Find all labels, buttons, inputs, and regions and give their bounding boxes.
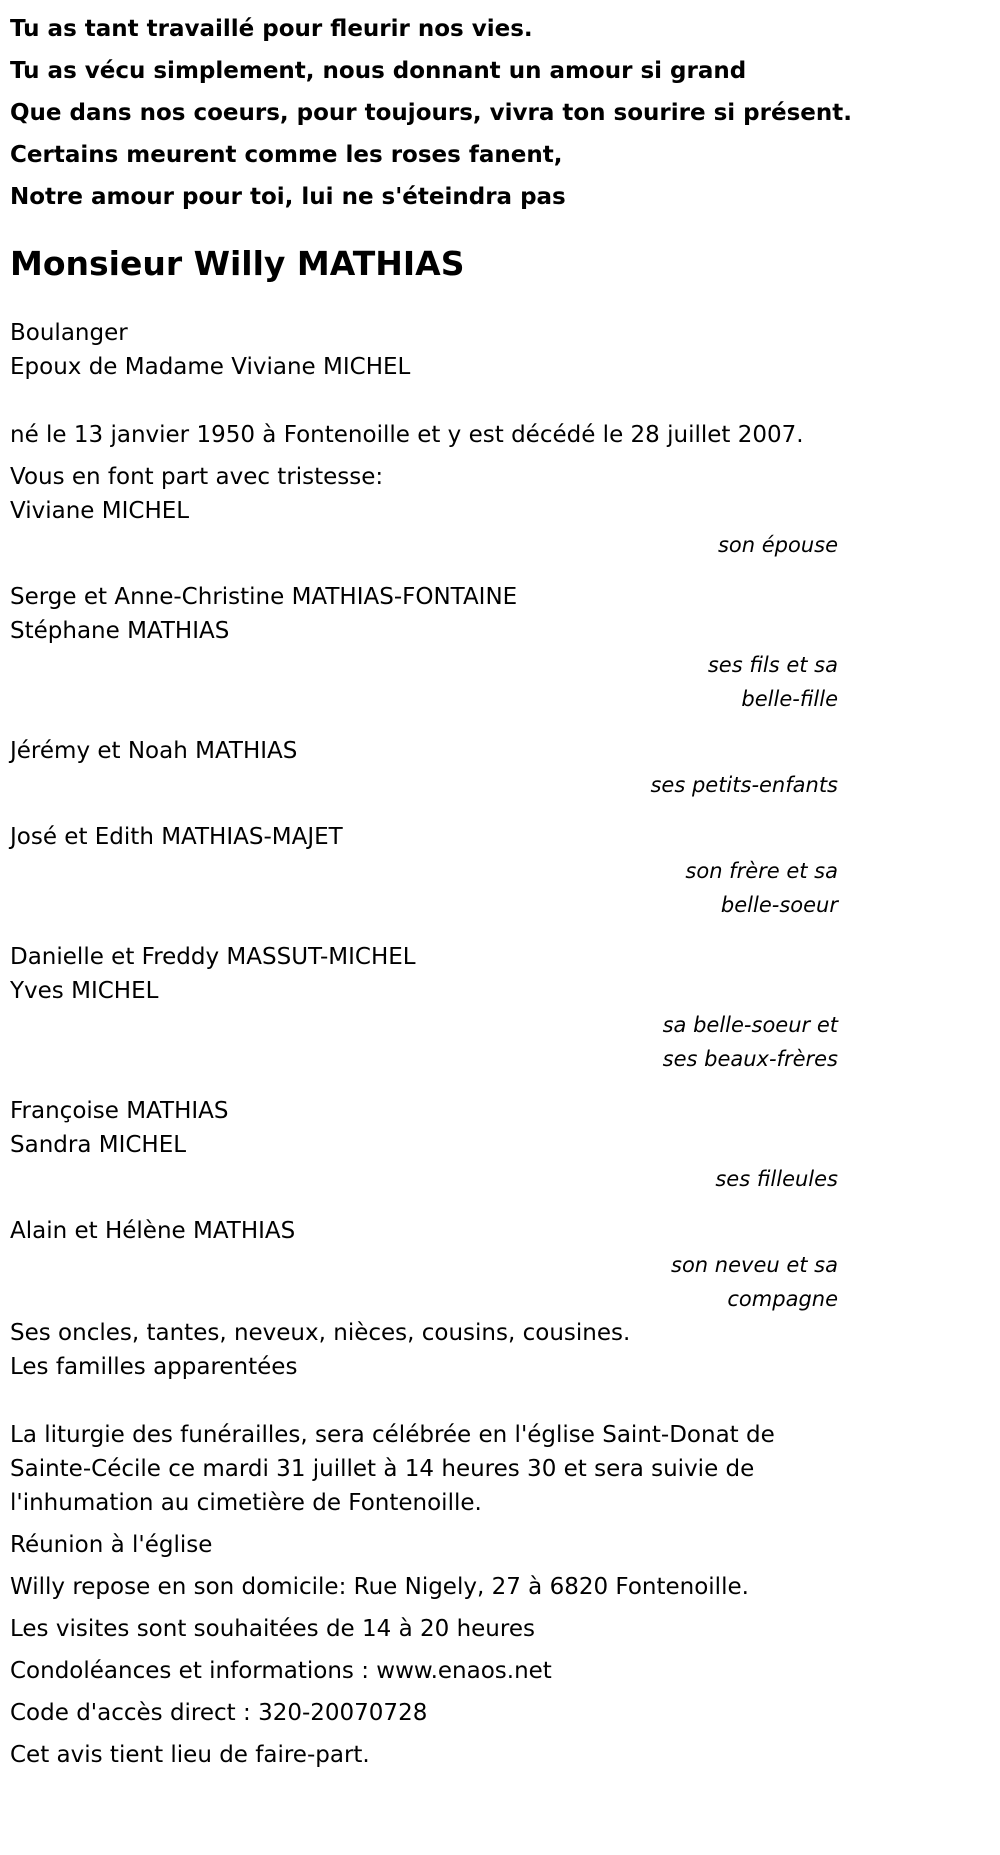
relation-label: son épouse <box>717 533 838 557</box>
access-code: Code d'accès direct : 320-20070728 <box>10 1700 428 1726</box>
family-group <box>10 940 838 1076</box>
poem-line: Tu as tant travaillé pour fleurir nos vies. <box>10 16 533 42</box>
condolences-info: Condoléances et informations : www.enaos.net <box>10 1658 552 1684</box>
relation-label: ses beaux-frères <box>662 1047 838 1071</box>
family-group <box>10 734 838 802</box>
extended-family <box>10 1316 838 1384</box>
family-name: Sandra MICHEL <box>10 1132 187 1158</box>
family-group <box>10 820 838 922</box>
family-name: Jérémy et Noah MATHIAS <box>10 738 298 764</box>
relation-label: sa belle-soeur et <box>662 1013 838 1037</box>
family-group <box>10 1094 838 1196</box>
family-name: Alain et Hélène MATHIAS <box>10 1218 296 1244</box>
poem-line: Notre amour pour toi, lui ne s'éteindra pas <box>10 184 566 210</box>
poem <box>10 8 852 218</box>
notice-line: Cet avis tient lieu de faire-part. <box>10 1742 370 1768</box>
poem-line: Certains meurent comme les roses fanent, <box>10 142 563 168</box>
relation-label: son neveu et sa <box>671 1253 838 1277</box>
family-name: Viviane MICHEL <box>10 498 190 524</box>
announcement-intro: Vous en font part avec tristesse: <box>10 464 384 490</box>
deceased-name: Monsieur Willy MATHIAS <box>10 244 465 283</box>
poem-line: Tu as vécu simplement, nous donnant un amour si grand <box>10 58 747 84</box>
relation-label: belle-fille <box>741 687 838 711</box>
poem-line: Que dans nos coeurs, pour toujours, vivra ton sourire si présent. <box>10 100 852 126</box>
deceased-spouse: Epoux de Madame Viviane MICHEL <box>10 354 411 380</box>
family-name: Françoise MATHIAS <box>10 1098 229 1124</box>
birth-death-line: né le 13 janvier 1950 à Fontenoille et y est décédé le 28 juillet 2007. <box>10 422 804 448</box>
extended-family-line: Ses oncles, tantes, neveux, nièces, cousins, cousines. <box>10 1320 631 1346</box>
family-name: Danielle et Freddy MASSUT-MICHEL <box>10 944 416 970</box>
relation-label: ses petits-enfants <box>650 773 838 797</box>
family-group <box>10 494 838 562</box>
relation-label: ses filleules <box>715 1167 838 1191</box>
deceased-occupation: Boulanger <box>10 320 128 346</box>
relation-label: ses fils et sa <box>707 653 838 677</box>
relation-label: compagne <box>727 1287 838 1311</box>
family-name: Stéphane MATHIAS <box>10 618 230 644</box>
funeral-liturgy: La liturgie des funérailles, sera célébrée en l'église Saint-Donat de Sainte-Cécile ce mardi 31 juillet à 14 heures 30 et sera suivie de l'inhumation au cimetière de Fontenoille. <box>10 1422 775 1516</box>
relation-label: son frère et sa <box>685 859 838 883</box>
resting-place: Willy repose en son domicile: Rue Nigely, 27 à 6820 Fontenoille. <box>10 1574 749 1600</box>
family-name: Yves MICHEL <box>10 978 159 1004</box>
relation-label: belle-soeur <box>720 893 838 917</box>
visiting-hours: Les visites sont souhaitées de 14 à 20 heures <box>10 1616 535 1642</box>
family-group <box>10 1214 838 1316</box>
extended-family-line: Les familles apparentées <box>10 1354 298 1380</box>
obituary-content <box>10 0 852 1772</box>
family-group <box>10 580 838 716</box>
family-name: José et Edith MATHIAS-MAJET <box>10 824 343 850</box>
meeting-place: Réunion à l'église <box>10 1532 213 1558</box>
family-name: Serge et Anne-Christine MATHIAS-FONTAINE <box>10 584 518 610</box>
